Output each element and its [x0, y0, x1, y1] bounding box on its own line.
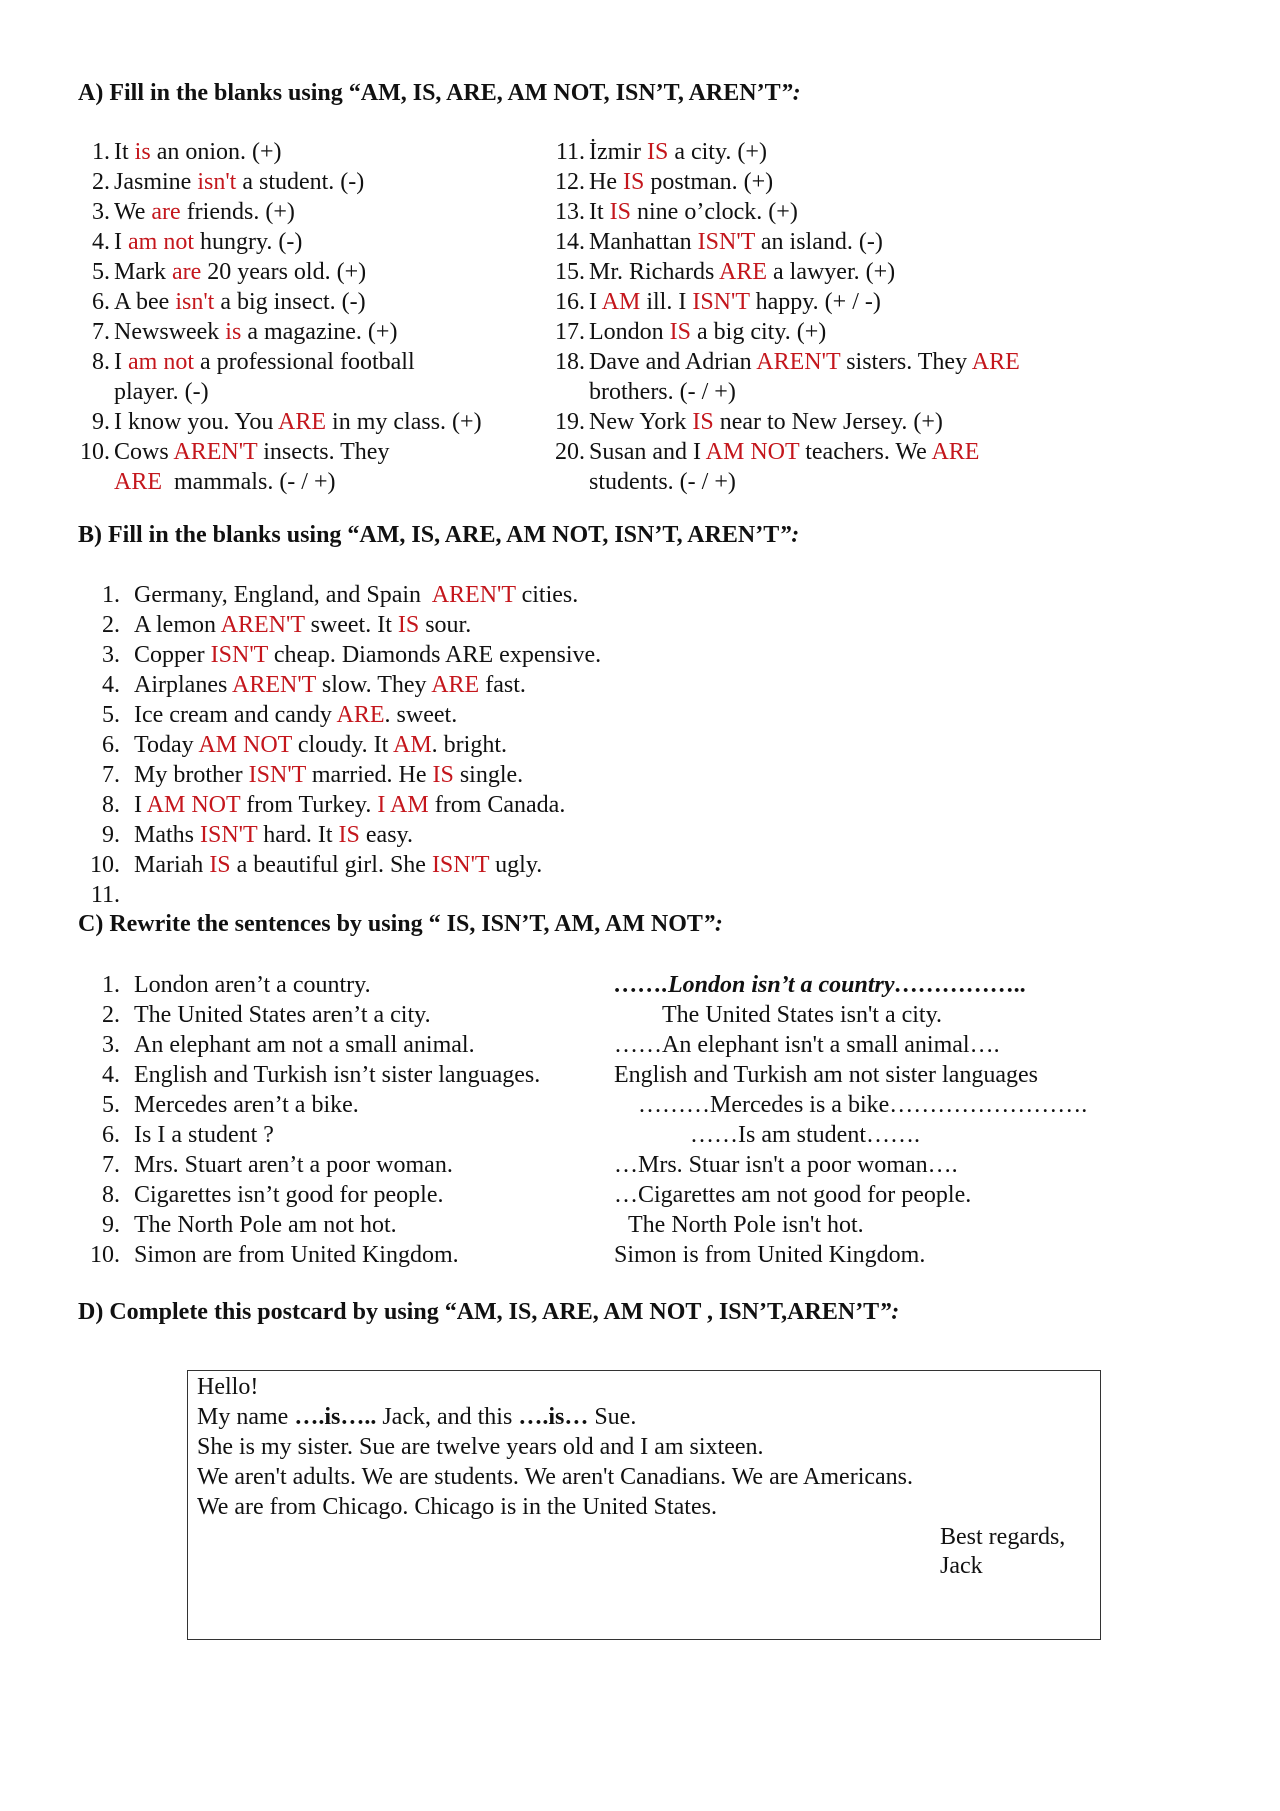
- list-item: [545, 377, 736, 407]
- sentence-text: Newsweek: [114, 319, 226, 345]
- sentence-text: Dave and Adrian: [589, 349, 757, 375]
- section-c-heading: [78, 911, 723, 938]
- sentence-text: Simon are from United Kingdom.: [134, 1242, 459, 1268]
- sentence-text: Cigarettes isn’t good for people.: [134, 1182, 444, 1208]
- item-number: 6.: [102, 1122, 120, 1148]
- sentence-text: hard. It: [257, 822, 339, 848]
- answer-text: IS: [209, 852, 231, 878]
- list-item: [545, 137, 767, 167]
- sentence-text: It: [589, 199, 610, 225]
- list-item: [545, 227, 883, 257]
- answer-text: ISN'T: [431, 852, 490, 878]
- postcard-line-2: She is my sister. Sue are twelve years old and I am sixteen.: [197, 1434, 764, 1460]
- sentence-text: . bright.: [431, 732, 507, 758]
- sentence-text: sour.: [419, 612, 472, 638]
- postcard-line-1-e: Sue.: [588, 1404, 637, 1430]
- item-text: [114, 319, 397, 345]
- answer-text: ISN'T: [210, 642, 268, 668]
- item-text: [589, 289, 881, 315]
- answer-text: AREN'T: [431, 582, 516, 608]
- sentence-text: ill. I: [640, 289, 693, 315]
- item-number: 2.: [102, 1002, 120, 1028]
- sentence-text: player. (-): [114, 379, 209, 405]
- answer-line: …Cigarettes am not good for people.: [614, 1182, 972, 1208]
- answer-line: ………Mercedes is a bike…………………….: [638, 1092, 1088, 1118]
- answer-text: IS: [432, 762, 454, 788]
- sentence-text: cheap. Diamonds ARE expensive.: [267, 642, 602, 668]
- list-item: [76, 407, 482, 437]
- sentence-text: in my class. (+): [326, 409, 482, 435]
- section-b-title-end: ”:: [779, 522, 800, 548]
- item-number: 7.: [102, 762, 120, 788]
- list-item: [76, 257, 366, 287]
- item-text: [589, 349, 1020, 375]
- answer-text: isn't: [197, 169, 237, 195]
- answer-text: ISN'T: [200, 822, 258, 848]
- item-text: [114, 169, 364, 195]
- section-d-heading: [78, 1299, 899, 1326]
- list-item: [76, 377, 209, 407]
- answer-text: IS: [692, 409, 714, 435]
- item-number: 5.: [102, 702, 120, 728]
- list-item: [80, 670, 526, 700]
- sentence-text: single.: [453, 762, 524, 788]
- sentence-text: Mariah: [134, 852, 210, 878]
- answer-text: I AM: [377, 792, 429, 818]
- section-c-title-end: ”:: [702, 911, 723, 937]
- item-text: [589, 259, 895, 285]
- answer-text: IS: [622, 169, 645, 195]
- answer-text: ISN'T: [248, 762, 306, 788]
- sentence-text: a beautiful girl. She: [230, 852, 432, 878]
- list-item: [80, 1210, 397, 1240]
- item-number: 3.: [92, 199, 110, 225]
- sentence-text: It: [114, 139, 135, 165]
- sentence-text: from Canada.: [428, 792, 566, 818]
- list-item: [545, 197, 798, 227]
- sentence-text: Mercedes aren’t a bike.: [134, 1092, 359, 1118]
- list-item: [80, 700, 457, 730]
- item-number: 10.: [80, 439, 110, 465]
- list-item: [76, 137, 282, 167]
- sentence-text: New York: [589, 409, 693, 435]
- sentence-text: Mr. Richards: [589, 259, 719, 285]
- answer-line: ……An elephant isn't a small animal….: [614, 1032, 1000, 1058]
- answer-text: AM NOT: [146, 792, 241, 818]
- sentence-text: sisters. They: [840, 349, 972, 375]
- sentence-text: Jasmine: [114, 169, 198, 195]
- answer-text: is: [134, 139, 151, 165]
- item-number: 14.: [555, 229, 585, 255]
- item-text: [134, 582, 578, 608]
- sentence-text: sweet. It: [304, 612, 398, 638]
- answer-line: The United States isn't a city.: [662, 1002, 943, 1028]
- list-item: [76, 167, 364, 197]
- answer-text: IS: [338, 822, 360, 848]
- list-item: [80, 760, 523, 790]
- list-item: [80, 820, 413, 850]
- answer-text: ARE: [278, 409, 327, 435]
- item-number: 11.: [555, 139, 585, 165]
- item-number: 9.: [92, 409, 110, 435]
- sentence-text: students. (- / +): [589, 469, 736, 495]
- answer-line: The North Pole isn't hot.: [628, 1212, 864, 1238]
- sentence-text: a big city. (+): [691, 319, 827, 345]
- list-item: [80, 640, 601, 670]
- item-text: [114, 349, 415, 375]
- sentence-text: I: [134, 792, 147, 818]
- postcard-line-3: We aren't adults. We are students. We aren't Canadians. We are Americans.: [197, 1464, 914, 1490]
- answer-line: English and Turkish am not sister languages: [614, 1062, 1038, 1088]
- list-item: [80, 580, 578, 610]
- sentence-text: an onion. (+): [150, 139, 282, 165]
- sentence-text: I: [589, 289, 602, 315]
- item-number: 4.: [92, 229, 110, 255]
- item-text: [589, 139, 767, 165]
- sentence-text: He: [589, 169, 623, 195]
- answer-text: are: [171, 259, 202, 285]
- list-item: [76, 317, 397, 347]
- list-item: [80, 850, 542, 880]
- item-text: [114, 289, 366, 315]
- item-number: 9.: [102, 822, 120, 848]
- postcard-answer-2: ….is…: [518, 1404, 589, 1430]
- sentence-text: We: [114, 199, 152, 225]
- answer-text: ISN'T: [697, 229, 755, 255]
- answer-text: ISN'T: [692, 289, 750, 315]
- answer-text: ARE: [431, 672, 480, 698]
- list-item: [80, 1180, 444, 1210]
- item-text: [114, 379, 209, 405]
- list-item: [545, 467, 736, 497]
- answer-line: Simon is from United Kingdom.: [614, 1242, 926, 1268]
- sentence-text: a professional football: [194, 349, 415, 375]
- sentence-text: English and Turkish isn’t sister languages.: [134, 1062, 541, 1088]
- postcard-answer-1: ….is…..: [294, 1404, 377, 1430]
- sentence-text: fast.: [479, 672, 526, 698]
- item-text: [134, 702, 457, 728]
- postcard-signature: Jack: [940, 1553, 983, 1579]
- answer-text: are: [151, 199, 181, 225]
- item-text: [114, 409, 482, 435]
- section-b-title: B) Fill in the blanks using “AM, IS, ARE, AM NOT, ISN’T, AREN’T: [78, 522, 780, 548]
- postcard-line-4: We are from Chicago. Chicago is in the United States.: [197, 1494, 717, 1520]
- item-number: 5.: [102, 1092, 120, 1118]
- sentence-text: ugly.: [489, 852, 543, 878]
- item-text: [589, 409, 943, 435]
- item-text: [114, 469, 336, 495]
- postcard-closing: Best regards,: [940, 1524, 1066, 1550]
- list-item: [80, 1030, 475, 1060]
- answer-text: ARE: [114, 469, 162, 495]
- sentence-text: Mrs. Stuart aren’t a poor woman.: [134, 1152, 453, 1178]
- answer-text: ARE: [971, 349, 1020, 375]
- answer-text: ARE: [931, 439, 980, 465]
- item-number: 7.: [102, 1152, 120, 1178]
- answer-text: am not: [128, 229, 194, 255]
- sentence-text: Manhattan: [589, 229, 698, 255]
- sentence-text: Susan and I: [589, 439, 706, 465]
- sentence-text: London: [589, 319, 670, 345]
- section-c-title: C) Rewrite the sentences by using “ IS, ISN’T, AM, AM NOT: [78, 911, 703, 937]
- sentence-text: Cows: [114, 439, 174, 465]
- sentence-text: London aren’t a country.: [134, 972, 371, 998]
- list-item: [545, 347, 1020, 377]
- list-item: [545, 407, 943, 437]
- list-item: [80, 1240, 459, 1270]
- sentence-text: Airplanes: [134, 672, 232, 698]
- item-number: 8.: [102, 1182, 120, 1208]
- list-item: [80, 790, 565, 820]
- list-item: [545, 317, 826, 347]
- section-d-title-end: ”:: [879, 1299, 900, 1325]
- sentence-text: a lawyer. (+): [767, 259, 896, 285]
- sentence-text: friends. (+): [180, 199, 295, 225]
- item-text: [114, 439, 389, 465]
- sentence-text: . sweet.: [384, 702, 458, 728]
- postcard-box: [187, 1370, 1101, 1640]
- list-item: [80, 1090, 359, 1120]
- list-item: [80, 730, 507, 760]
- sentence-text: Copper: [134, 642, 211, 668]
- item-number: 5.: [92, 259, 110, 285]
- list-item: [545, 437, 979, 467]
- answer-text: am not: [128, 349, 194, 375]
- item-text: [134, 672, 526, 698]
- list-item: [80, 970, 371, 1000]
- item-text: [589, 319, 826, 345]
- sentence-text: slow. They: [315, 672, 432, 698]
- list-item: [80, 1060, 540, 1090]
- item-text: [589, 229, 883, 255]
- list-item: [80, 1150, 453, 1180]
- item-text: [589, 199, 798, 225]
- sentence-text: Mark: [114, 259, 172, 285]
- postcard-line-1-a: My name: [197, 1404, 295, 1430]
- item-text: [134, 852, 542, 878]
- sentence-text: My brother: [134, 762, 249, 788]
- sentence-text: cities.: [515, 582, 579, 608]
- item-number: 17.: [555, 319, 585, 345]
- answer-text: AM NOT: [705, 439, 800, 465]
- answer-text: IS: [646, 139, 669, 165]
- item-number: 7.: [92, 319, 110, 345]
- sentence-text: easy.: [359, 822, 413, 848]
- sentence-text: Germany, England, and Spain: [134, 582, 432, 608]
- answer-text: ARE: [719, 259, 767, 285]
- sentence-text: I: [114, 349, 128, 375]
- item-text: [589, 439, 979, 465]
- item-number: 3.: [102, 642, 120, 668]
- sentence-text: postman. (+): [644, 169, 774, 195]
- sentence-text: married. He: [305, 762, 433, 788]
- sentence-text: a magazine. (+): [241, 319, 398, 345]
- item-text: [114, 199, 295, 225]
- item-number: 3.: [102, 1032, 120, 1058]
- sentence-text: insects. They: [257, 439, 390, 465]
- item-text: [589, 169, 773, 195]
- sentence-text: a big insect. (-): [214, 289, 366, 315]
- item-number: 1.: [102, 582, 120, 608]
- answer-line: …….London isn’t a country……………..: [614, 972, 1027, 998]
- item-number: 4.: [102, 672, 120, 698]
- sentence-text: An elephant am not a small animal.: [134, 1032, 475, 1058]
- item-text: [134, 642, 601, 668]
- item-text: [134, 732, 507, 758]
- sentence-text: I: [114, 229, 128, 255]
- sentence-text: İzmir: [589, 139, 647, 165]
- item-number: 2.: [92, 169, 110, 195]
- sentence-text: Maths: [134, 822, 200, 848]
- item-text: [114, 259, 366, 285]
- list-item: [76, 437, 389, 467]
- sentence-text: Today: [134, 732, 199, 758]
- section-d-title: D) Complete this postcard by using “AM, IS, ARE, AM NOT , ISN’T,AREN’T: [78, 1299, 880, 1325]
- sentence-text: happy. (+ / -): [749, 289, 881, 315]
- section-a-title-end: ”:: [780, 80, 801, 106]
- sentence-text: Ice cream and candy: [134, 702, 337, 728]
- answer-line: ……Is am student…….: [690, 1122, 920, 1148]
- item-number: 20.: [555, 439, 585, 465]
- section-b-heading: [78, 522, 799, 549]
- item-number: 11.: [90, 882, 120, 908]
- postcard-greeting: Hello!: [197, 1374, 259, 1400]
- answer-text: ARE: [336, 702, 385, 728]
- sentence-text: nine o’clock. (+): [631, 199, 798, 225]
- answer-text: IS: [397, 612, 420, 638]
- list-item: [545, 287, 881, 317]
- answer-text: AREN'T: [173, 439, 258, 465]
- item-number: 16.: [555, 289, 585, 315]
- sentence-text: an island. (-): [754, 229, 883, 255]
- answer-text: AM: [601, 289, 641, 315]
- postcard-line-1: [197, 1404, 636, 1431]
- item-number: 2.: [102, 612, 120, 638]
- item-number: 19.: [555, 409, 585, 435]
- item-number: 10.: [90, 1242, 120, 1268]
- item-number: 12.: [555, 169, 585, 195]
- item-text: [589, 379, 736, 405]
- item-text: [114, 229, 302, 255]
- item-number: 10.: [90, 852, 120, 878]
- sentence-text: A lemon: [134, 612, 221, 638]
- list-item: [545, 257, 895, 287]
- sentence-text: 20 years old. (+): [201, 259, 367, 285]
- answer-text: AM NOT: [198, 732, 292, 758]
- section-a-heading: [78, 80, 801, 107]
- sentence-text: a student. (-): [236, 169, 365, 195]
- item-number: 6.: [92, 289, 110, 315]
- item-number: 1.: [102, 972, 120, 998]
- sentence-text: hungry. (-): [194, 229, 303, 255]
- item-text: [134, 822, 413, 848]
- item-number: 6.: [102, 732, 120, 758]
- list-item: [76, 227, 302, 257]
- item-number: 18.: [555, 349, 585, 375]
- item-text: [114, 139, 282, 165]
- item-text: [134, 612, 471, 638]
- sentence-text: from Turkey.: [240, 792, 378, 818]
- list-item: [76, 197, 295, 227]
- item-number: 9.: [102, 1212, 120, 1238]
- answer-line: …Mrs. Stuar isn't a poor woman….: [614, 1152, 958, 1178]
- sentence-text: mammals. (- / +): [162, 469, 336, 495]
- item-text: [134, 762, 523, 788]
- sentence-text: The North Pole am not hot.: [134, 1212, 397, 1238]
- answer-text: AREN'T: [756, 349, 841, 375]
- list-item: [76, 287, 366, 317]
- sentence-text: I know you. You: [114, 409, 279, 435]
- sentence-text: cloudy. It: [291, 732, 393, 758]
- item-text: [134, 792, 565, 818]
- item-number: 13.: [555, 199, 585, 225]
- list-item: [545, 167, 773, 197]
- item-number: 1.: [92, 139, 110, 165]
- answer-text: AREN'T: [231, 672, 316, 698]
- answer-text: IS: [609, 199, 632, 225]
- sentence-text: teachers. We: [799, 439, 932, 465]
- list-item: [80, 1000, 431, 1030]
- sentence-text: Is I a student ?: [134, 1122, 274, 1148]
- postcard-line-1-c: Jack, and this: [376, 1404, 519, 1430]
- list-item: [80, 1120, 274, 1150]
- answer-text: IS: [669, 319, 692, 345]
- answer-text: AM: [392, 732, 432, 758]
- answer-text: isn't: [175, 289, 215, 315]
- item-number: 15.: [555, 259, 585, 285]
- item-number: 8.: [102, 792, 120, 818]
- sentence-text: brothers. (- / +): [589, 379, 736, 405]
- answer-text: AREN'T: [220, 612, 305, 638]
- item-text: [589, 469, 736, 495]
- answer-text: is: [225, 319, 242, 345]
- list-item: [76, 467, 336, 497]
- sentence-text: a city. (+): [668, 139, 767, 165]
- sentence-text: A bee: [114, 289, 176, 315]
- section-a-title: A) Fill in the blanks using “AM, IS, ARE, AM NOT, ISN’T, AREN’T: [78, 80, 781, 106]
- list-item: [80, 610, 471, 640]
- list-item: [76, 347, 415, 377]
- sentence-text: near to New Jersey. (+): [713, 409, 943, 435]
- list-item: [80, 880, 134, 910]
- item-number: 8.: [92, 349, 110, 375]
- sentence-text: The United States aren’t a city.: [134, 1002, 431, 1028]
- item-number: 4.: [102, 1062, 120, 1088]
